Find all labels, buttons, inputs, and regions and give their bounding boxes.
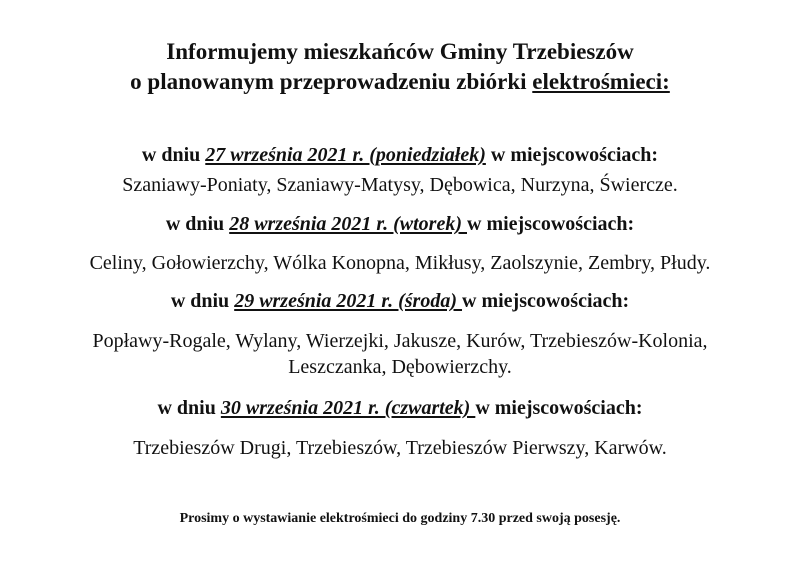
notice-title-line-2 <box>0 68 800 96</box>
day-1-heading <box>0 143 800 167</box>
day-3-heading <box>0 289 800 313</box>
day-2-prefix: w dniu <box>165 213 230 235</box>
notice-title-line-2-text: o planowanym przeprowadzeniu zbiórki <box>130 69 533 94</box>
day-4-suffix: w miejscowościach: <box>475 397 643 419</box>
day-1-places: Szaniawy-Poniaty, Szaniawy-Matysy, Dębowica, Nurzyna, Świercze. <box>122 174 678 196</box>
day-2-heading <box>0 212 800 236</box>
day-3-prefix: w dniu <box>170 290 235 312</box>
day-1-prefix: w dniu <box>141 144 206 166</box>
day-4-date: 30 września 2021 r. (czwartek) <box>220 397 476 419</box>
day-2-places: Celiny, Gołowierzchy, Wólka Konopna, Mikłusy, Zaolszynie, Zembry, Płudy. <box>89 252 711 274</box>
notice-title-line-1: Informujemy mieszkańców Gminy Trzebieszów <box>166 39 634 64</box>
day-4-heading <box>0 396 800 420</box>
day-1-suffix: w miejscowościach: <box>485 144 659 166</box>
day-3-date: 29 września 2021 r. (środa) <box>234 290 462 312</box>
day-1-date: 27 września 2021 r. (poniedziałek) <box>205 144 486 166</box>
day-2-date: 28 września 2021 r. (wtorek) <box>229 213 467 235</box>
day-3-suffix: w miejscowościach: <box>462 290 630 312</box>
day-2-suffix: w miejscowościach: <box>467 213 635 235</box>
day-4-prefix: w dniu <box>157 397 221 419</box>
day-3-places-line-2: Leszczanka, Dębowierzchy. <box>288 356 512 378</box>
notice-title-keyword: elektrośmieci: <box>532 69 670 94</box>
day-4-places: Trzebieszów Drugi, Trzebieszów, Trzebieszów Pierwszy, Karwów. <box>133 437 667 459</box>
day-3-places-line-1: Popławy-Rogale, Wylany, Wierzejki, Jakusze, Kurów, Trzebieszów-Kolonia, <box>92 330 708 352</box>
footer-note: Prosimy o wystawianie elektrośmieci do godziny 7.30 przed swoją posesję. <box>179 511 621 526</box>
